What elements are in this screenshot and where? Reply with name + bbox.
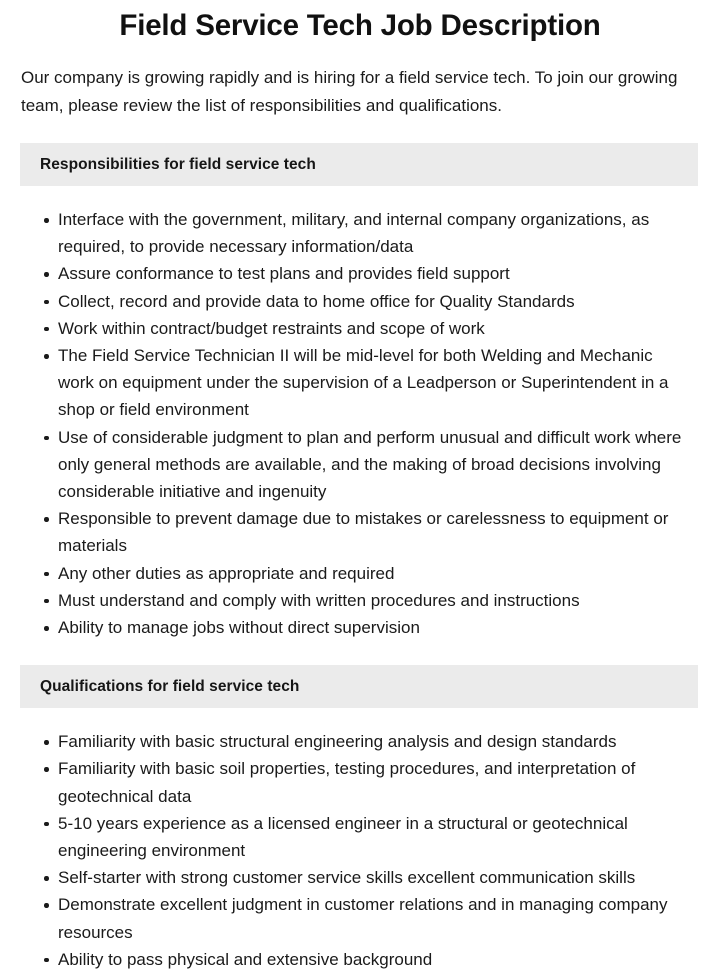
section-title-qualifications: Qualifications for field service tech — [40, 677, 300, 695]
responsibilities-list — [0, 186, 720, 641]
list-item: Ability to manage jobs without direct supervision — [0, 614, 720, 641]
list-item: Must understand and comply with written procedures and instructions — [0, 587, 720, 614]
page-title: Field Service Tech Job Description — [119, 9, 601, 42]
list-item: Familiarity with basic soil properties, testing procedures, and interpretation of geotechnical data — [0, 755, 720, 809]
qualifications-list — [0, 708, 720, 973]
list-item: Use of considerable judgment to plan and perform unusual and difficult work where only general methods are available, and the making of broad decisions involving considerable initiative and ingenuity — [0, 424, 720, 506]
list-item: The Field Service Technician II will be mid-level for both Welding and Mechanic work on equipment under the supervision of a Leadperson or Superintendent in a shop or field environment — [0, 342, 720, 424]
intro-paragraph: Our company is growing rapidly and is hiring for a field service tech. To join our growing team, please review the list of responsibilities and qualifications. — [21, 68, 678, 115]
list-item: 5-10 years experience as a licensed engineer in a structural or geotechnical engineering environment — [0, 810, 720, 864]
section-title-responsibilities: Responsibilities for field service tech — [40, 155, 316, 173]
list-item: Work within contract/budget restraints and scope of work — [0, 315, 720, 342]
list-item: Demonstrate excellent judgment in customer relations and in managing company resources — [0, 891, 720, 945]
list-item: Any other duties as appropriate and required — [0, 560, 720, 587]
section-header-qualifications — [20, 665, 698, 708]
list-item: Collect, record and provide data to home office for Quality Standards — [0, 288, 720, 315]
list-item: Self-starter with strong customer service skills excellent communication skills — [0, 864, 720, 891]
list-item: Ability to pass physical and extensive background — [0, 946, 720, 973]
list-item: Interface with the government, military, and internal company organizations, as required, to provide necessary information/data — [0, 206, 720, 260]
list-item: Familiarity with basic structural engineering analysis and design standards — [0, 728, 720, 755]
list-item: Responsible to prevent damage due to mistakes or carelessness to equipment or materials — [0, 505, 720, 559]
section-header-responsibilities — [20, 143, 698, 186]
list-item: Assure conformance to test plans and provides field support — [0, 260, 720, 287]
